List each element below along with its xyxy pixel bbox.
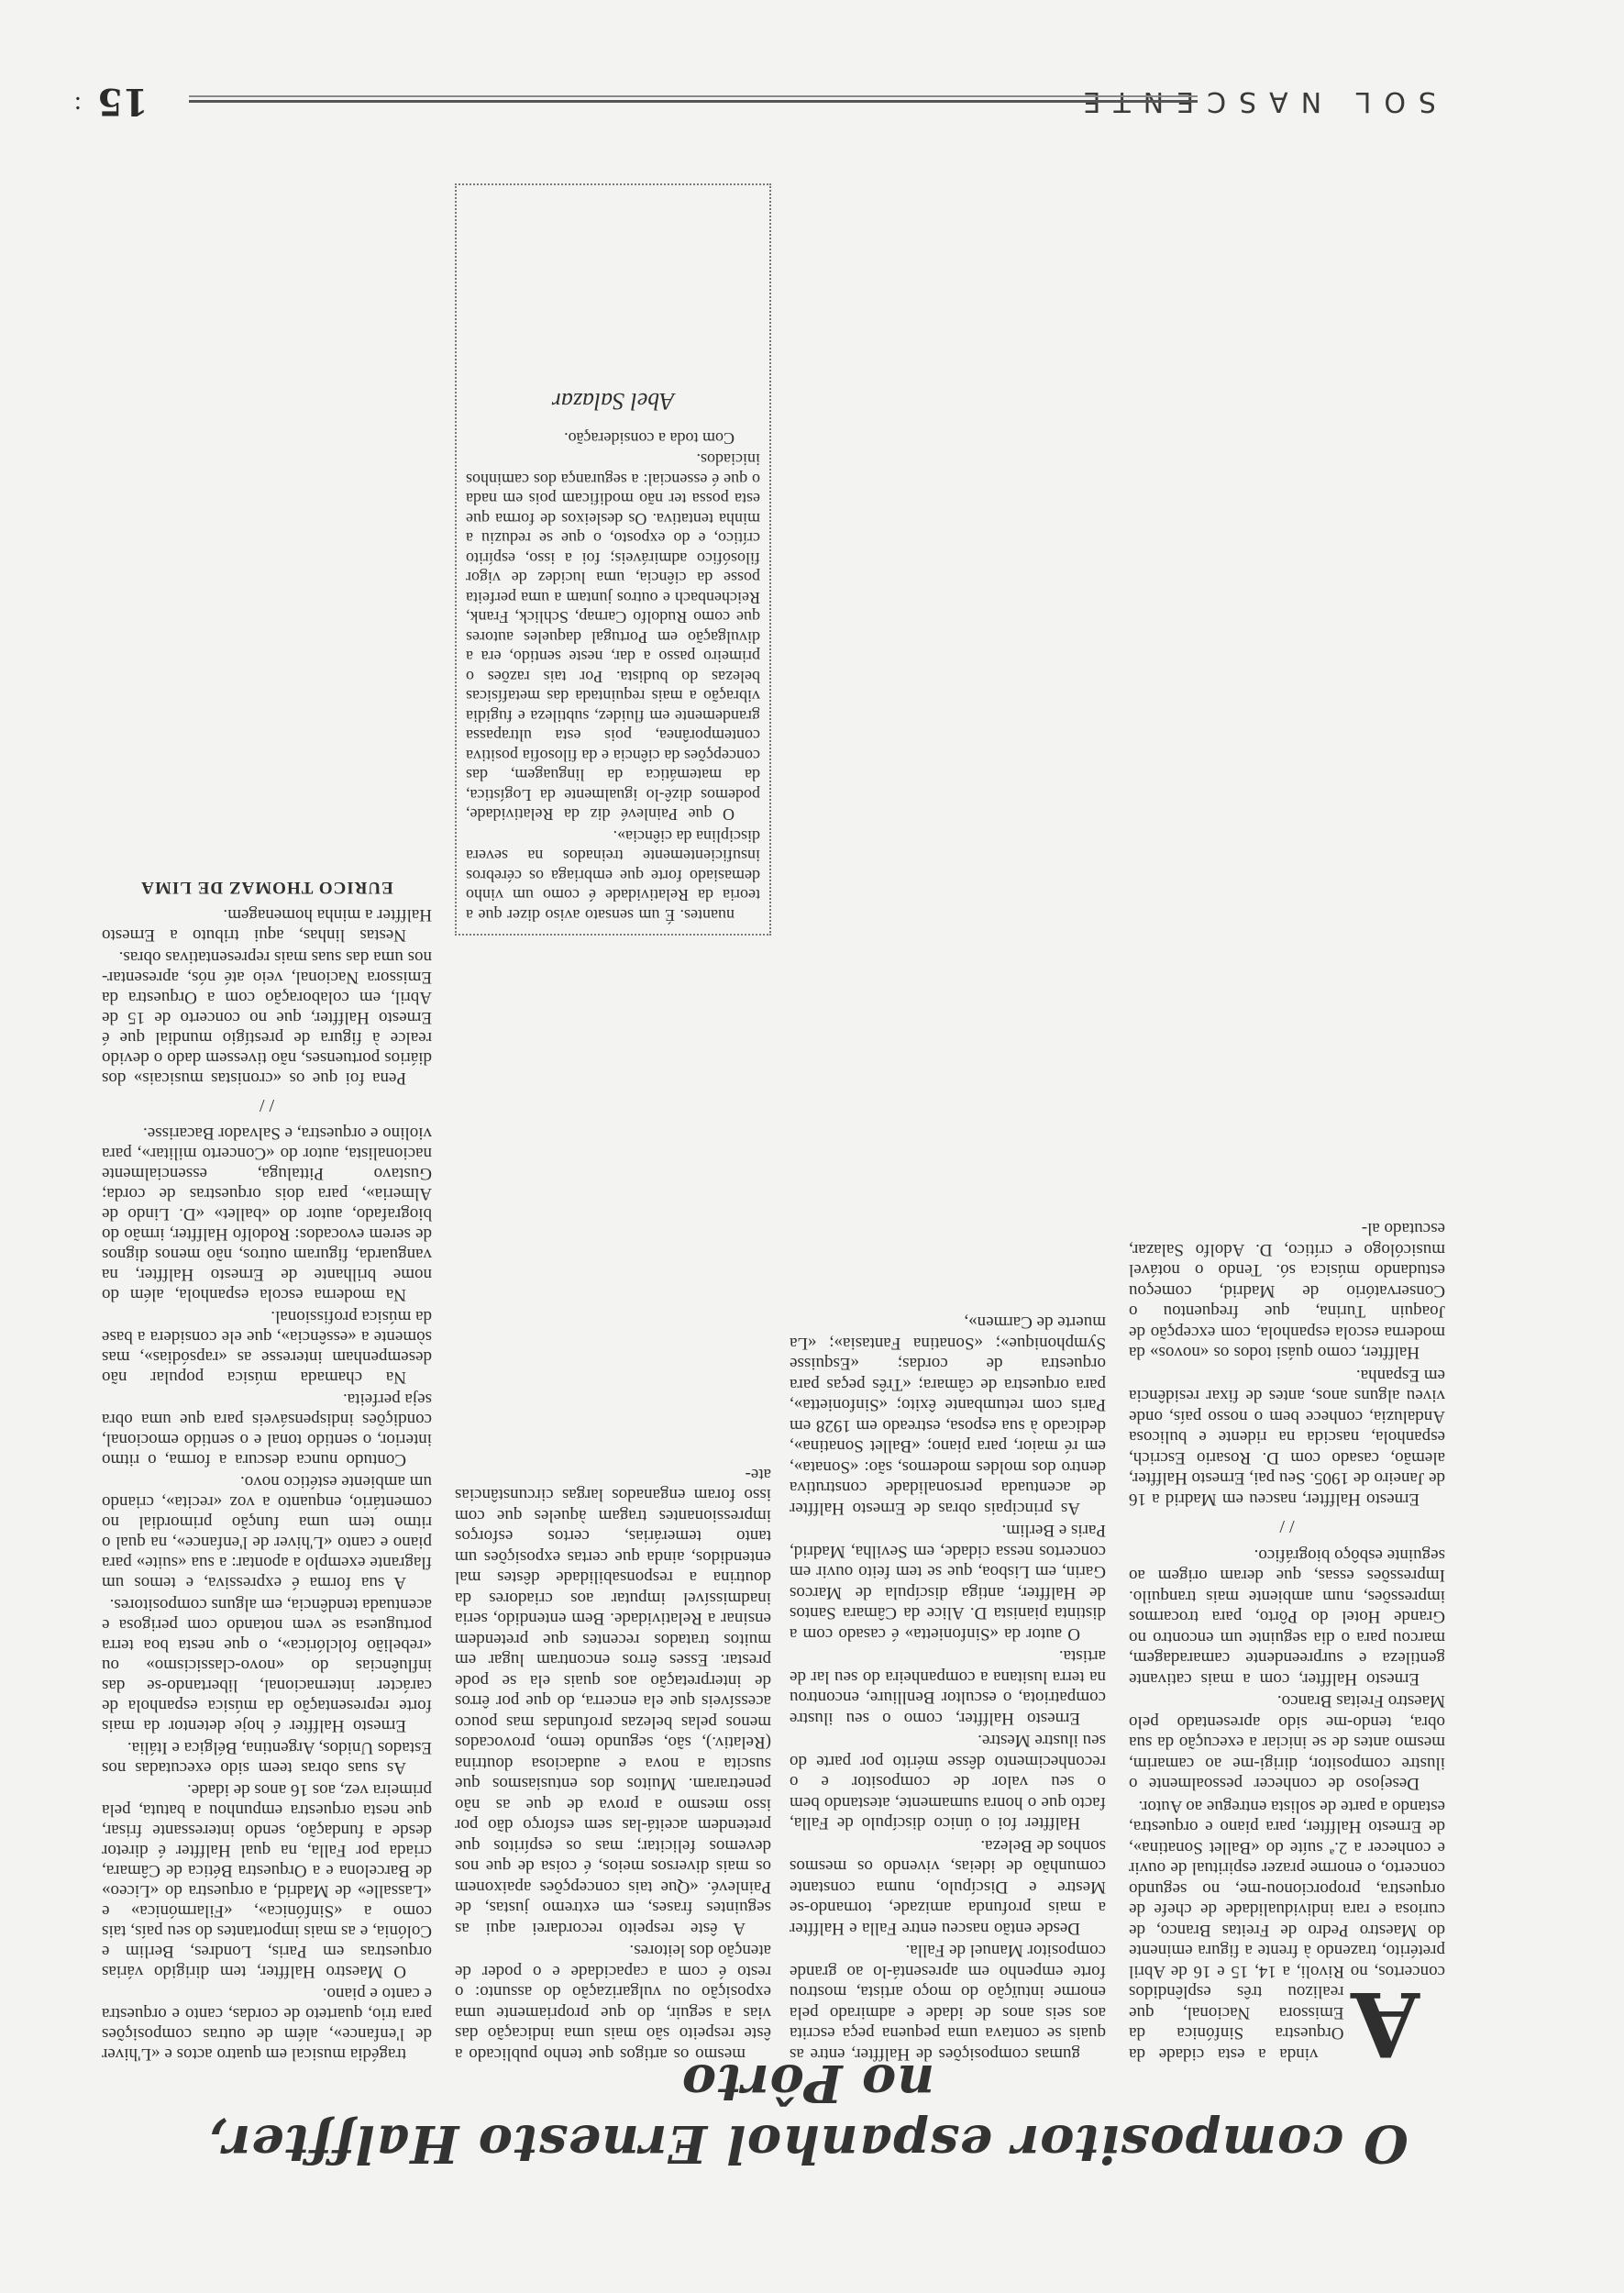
drop-cap: A [1351, 1972, 1420, 2076]
column-paragraph: Pena foi que os «cronistas musicais» dos diários portuenses, não tivessem dado o devido realce à figura de prestígio mundial que é Ernesto Halffter, que no concerto de 15 de Abril, em colaboração com a Orquestra da Emissora Nacional, veio até nós, apresentar-nos uma das suas mais representativas obras. [102, 947, 432, 1088]
column-paragraph: A êste respeito recordarei aqui as seguintes frases, em extremo justas, de Painlevé. «Que tais concepções apaixonem os mais diversos meios, é coisa de que nos devemos felicitar; mas os espíritos que pretendem aceitá-las sem esforço dão por isso mesmo a prova de que as não penetraram. Muitos dos entusiasmos que suscita a nova e audaciosa doutrina (Relativ.), são, segundo temo, provocados menos pelas belezas profundas mas pouco acessíveis que ela encerra, do que por êrros de interpretação aos quais ela se pode prestar. Esses êrros encontram lugar em muitos tratados recentes que pretendem ensinar a Relatividade. Bem entendido, seria inadmissível imputar aos criadores da doutrina a responsabilidade dêstes mal entendidos, ainda que certas exposições um tanto temerárias, certos esforços impressionantes tragam àqueles que com isso foram enganados largas circunstâncias ate- [455, 1465, 771, 1938]
column-paragraph: Halffter foi o único discípulo de Falla, facto que o honra sumamente, atestando bem o seu valor de compositor e o reconhecimento dêsse mérito por parte do seu ilustre Mestre. [790, 1731, 1106, 1833]
column-paragraph: Ernesto Halffter é hoje detentor da mais forte representação da música espanhola de carácter internacional, libertando-se das influências do «novo-classicismo» ou «rebelião folclórica», o que nesta boa terra portuguesa se vem notando com perigosa e acentuada tendência, em alguns compositores. [102, 1595, 432, 1735]
section-separator: / / [1279, 1516, 1295, 1537]
quoted-letter-box [455, 183, 771, 936]
column-paragraph: mesmo os artigos que tenho publicado a êste respeito são mais uma indicação das vias a seguir, do que propriamente uma exposição ou vulgarização do assunto: o resto é com a capacidade e o poder de atenção dos leitores. [455, 1941, 771, 2064]
article-column-4-text [102, 875, 432, 2064]
column-paragraph: Na chamada música popular não desempenham interesse as «rapsódias», mas sòmente a «essência», que ele considera a base da música profissional. [102, 1307, 432, 1387]
column-paragraph: Desde então nasceu entre Falla e Halffter a mais profunda amizade, tornando-se Mestre e Discípulo, numa constante comunhão de ideias, vivendo os mesmos sonhos de Beleza. [790, 1836, 1106, 1938]
article-column-3 [455, 1462, 771, 2065]
column-paragraph: As principais obras de Ernesto Halffter de acentuada personalidade construtiva dentro dos moldes modernos, são: «Sonata», em ré maior, para piano; «Ballet Sonatina», dedicado à sua esposa, estreado em 1928 em Paris com retumbante êxito; «Sinfonietta», para orquestra de câmara; «Três peças para orquestra de cordas; «Esquisse Symphonique»; «Sonatina Fantasia»; «La muerte de Carmen», [790, 1313, 1106, 1518]
header-rule [189, 95, 1198, 103]
publication-name: SOL NASCENTE [1070, 85, 1436, 117]
column-paragraph: O autor da «Sinfonietta» é casado com a distinta pianista D. Alice da Câmara Santos de Halffter, antiga discípula de Marcos Garin, em Lisboa, que se tem feito ouvir em concertos nessa cidade, em Sevilha, Madrid, Paris e Berlim. [790, 1521, 1106, 1644]
page-number: 15 [97, 80, 149, 123]
article-title-text: O compositor espanhol Ernesto Halffter, no Pôrto [207, 2053, 1409, 2174]
column-paragraph: gumas composições de Halffter, entre as quais se contava uma pequena peça escrita aos seis anos de idade e admirado pela enorme intuïção do moço artista, mostrou forte empenho em apresentá-lo ao grande compositor Manuel de Falla. [790, 1941, 1106, 2064]
article-column-1 [1128, 1216, 1445, 2076]
quoted-letter-text [466, 388, 760, 925]
column-paragraph: nuantes. É um sensato aviso dizer que a teoria da Relatividade é como um vinho demasiado forte que embriaga os cérebros insuficientemente treinados na severa disciplina da ciência». [466, 827, 760, 925]
column-paragraph: Desejoso de conhecer pessoalmente o ilustre compositor, dirigi-me ao camarim, mesmo antes de se iniciar a execução da sua obra, tendo-me sido apresentado pelo Maestro Freitas Branco. [1129, 1691, 1445, 1794]
section-separator: / / [259, 1095, 275, 1115]
article-title [193, 2053, 1422, 2174]
column-paragraph: Ernesto Halffter, nasceu em Madrid a 16 de Janeiro de 1905. Seu pai, Ernesto Halffter, alemão, casado com D. Rosario Escrich, espanhola, nascida na ridente e bulicosa Andaluzia, conhece bem o nosso país, onde viveu alguns anos, antes de fixar residência em Espanha. [1128, 1366, 1445, 1509]
column-paragraph: A vinda a esta cidade da Orquestra Sinfónica da Emissora Nacional, que realizou três esplêndidos concertos, no Rivoli, a 14, 15 e 16 de Abril pretérito, trazendo à frente a figura eminente do Maestro Pedro de Freitas Branco, de curiosa e rara individualidade de chefe de orquestra, proporcionou-me, no segundo concerto, o enorme prazer espiritual de ouvir e conhecer a 2.ª suíte do «Ballet Sonatina», de Ernesto Halffter, para piano e orquestra, estando a parte de solista entregue ao Autor. [1129, 1797, 1445, 2076]
page-header [74, 62, 1445, 127]
column-paragraph: Ernesto Halffter, com a mais cativante gentileza e surpreendente camaradagem, marcou para o dia seguinte um encontro no Grande Hotel do Pôrto, para trocarmos impressões, num ambiente mais tranquilo. Impressões essas, que deram origem ao seguinte esbôço biográfico. [1129, 1545, 1445, 1689]
column-paragraph: A sua forma é expressiva, e temos um flagrante exemplo a apontar: a sua «suite» para piano e canto «L'hiver de l'enfance», na qual o ritmo tem uma função primordial no comentário, enquanto a voz «recita», criando um ambiente estético novo. [102, 1472, 432, 1592]
article-column-2 [790, 1310, 1106, 2064]
column-paragraph: Ernesto Halffter, como o seu ilustre compatriota, o escultor Benlliure, encontrou na terra lusitana a companheira do seu lar de artista. [790, 1646, 1106, 1728]
column-paragraph: Nestas linhas, aqui tributo a Ernesto Halffter a minha homenagem. [102, 905, 432, 945]
column-paragraph: As suas obras teem sido executadas nos Estados Unidos, Argentina, Bélgica e Itália. [102, 1738, 432, 1778]
column-paragraph: O Maestro Halffter, tem dirigido várias orquestras em Paris, Londres, Berlim e Colónia, e as mais importantes do seu país, tais como a «Sinfónica», «Filarmónica» e «Lassalle» de Madrid, a orquestra do «Liceo» de Barcelona e a Orquestra Bética de Câmara, criada por Falla, na qual Halffter é diretor desde a fundação, sendo interessante frisar, que nesta orquestra empunhou a batuta, pela primeira vez, aos 16 anos de idade. [102, 1780, 432, 1981]
column-paragraph: Na moderna escola espanhola, além do nome brilhante de Ernesto Halffter, na vanguarda, figuram outros, não menos dignos de serem evocados: Rodolfo Halffter, irmão do biografado, autor do «ballet» «D. Lindo de Almeria», para dois orquestras de corda; Gustavo Pittaluga, essencialmente nacionalista, autor do «Concerto militar», para violino e orquestra, e Salvador Bacarisse. [102, 1124, 432, 1304]
column-paragraph: Halffter, como quási todos os «novos» da moderna escola espanhola, com excepção de Joaquin Turina, que frequentou o Conservatório de Madrid, começou estudando música só. Tendo o notável musicólogo e crítico, D. Adolfo Salazar, escutado al- [1129, 1219, 1445, 1363]
column-paragraph: Contudo nunca descura a forma, o ritmo interior, o sentido tonal e o sentido emocional, condições indispensáveis para que uma obra seja perfeita. [102, 1390, 432, 1469]
column-paragraph: tragédia musical em quatro actos e «L'hiver de l'enfance», além de outras composições para trio, quarteto de cordas, canto e orquestra e canto e piano. [102, 1984, 432, 2064]
header-mark: : [74, 91, 82, 119]
letter-signature: Abel Salazar [551, 388, 675, 415]
author-signature: EURICO THOMAZ DE LIMA [140, 878, 393, 897]
column-paragraph: O que Painlevé diz da Relatividade, podemos dizê-lo igualmente da Logística, da matemática da linguagem, das concepções da ciência e da filosofia positiva contemporânea, pois esta ultrapassa grandemente em fluidez, subtileza e fugidia vibração a mais requintada das metafísicas belezas do budista. Por tais razões o primeiro passo a dar, neste sentido, era a divulgação em Portugal daqueles autores que como Rudolfo Carnap, Schlick, Frank, Reichenbach e outros juntam a uma perfeita posse da ciência, uma lucidez de vigor filosófico admiráveis; foi a isso, espírito crítico, e do exposto, o que se reduziu a minha tentativa. Os desleixos de forma que esta possa ter não modificam pois em nada o que é essencial: a segurança dos caminhos iniciados. [466, 450, 760, 825]
column-paragraph: Com toda a consideração. [564, 429, 735, 448]
